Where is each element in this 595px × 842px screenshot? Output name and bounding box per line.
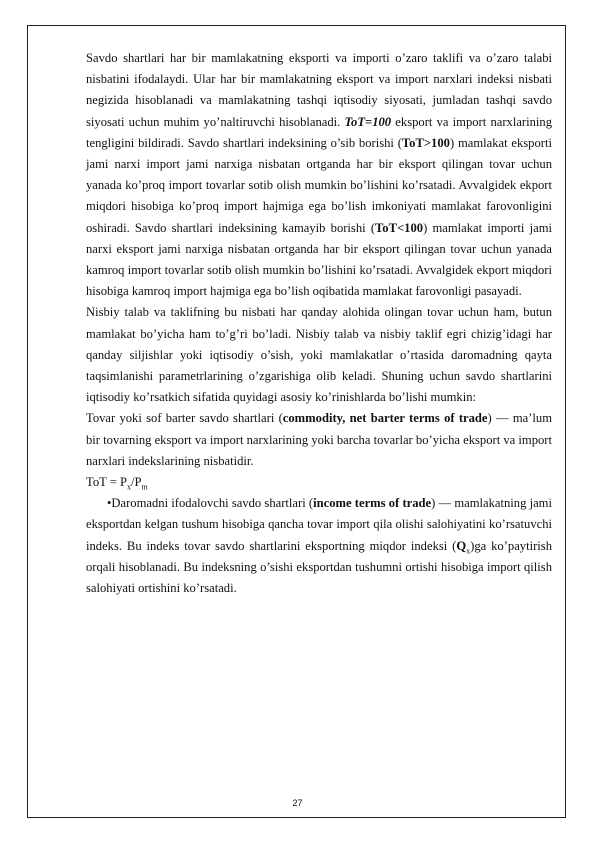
symbol-q-sub: x (466, 546, 471, 556)
text: ) — mamlakatning jami eksportdan kelgan tushum hisobiga qancha tovar import qila olishi salohiyatini ko’rsatuvchi indeks. Bu indeks tovar savdo shartlarini eksportning miqdor indeksi ( (86, 496, 552, 553)
formula-tot-equal: ToT=100 (344, 114, 392, 129)
symbol-q: Q (456, 538, 467, 553)
bullet-icon: • (107, 496, 112, 511)
formula-mid: /P (130, 475, 142, 490)
text: ) mamlakat eksporti jami narxi import jami narxiga nisbatan ortganda har bir eksport qilingan tovar uchun yanada ko’proq import tovarlar sotib olish mumkin bo’lishini ko’rsatadi. Avvalgidek ekport miqdori hisobiga ko’proq import hajmiga ega bo’lish imkoniyati mamlakat farovonligini oshiradi. Savdo shartlari indeksining kamayib borishi ( (86, 135, 552, 235)
text: ) mamlakat importi jami narxi eksport jami narxiga nisbatan ortganda har bir eksport qilingan tovar uchun yanada kamroq import tovarlar sotib olish mumkin bo’lishini ko’rsatadi. Avvalgidek ekport miqdori hisobiga kamroq import hajmiga ega bo’lish oqibatida mamlakat farovonligi pasayadi. (86, 220, 553, 299)
text: eksport va import narxlarining tengligini bildiradi. Savdo shartlari indeksining o’sib borishi ( (86, 114, 553, 150)
text: Daromadni ifodalovchi savdo shartlari ( (111, 496, 314, 511)
text: Tovar yoki sof barter savdo shartlari ( (86, 411, 283, 426)
page-number: 27 (292, 798, 303, 808)
formula-sub-m: m (141, 482, 148, 492)
text: ) — ma’lum bir tovarning eksport va import narxlarining yoki barcha tovarlar bo’yicha eksport va import narxlari indekslarining nisbatidir. (86, 411, 553, 468)
formula-lhs: ToT = P (86, 475, 127, 490)
paragraph-3 (86, 408, 552, 472)
text: Savdo shartlari har bir mamlakatning eksporti va importi o’zaro taklifi va o’zaro talabi nisbatini ifodalaydi. Ular har bir mamlakatning eksport va import narxlari indeksi nisbati negizida hisoblanadi va mamlakatning tashqi iqtisodiy siyosati, jumladan tashqi savdo siyosati uchun muhim yo’naltiruvchi hisoblanadi. (86, 51, 552, 129)
paragraph-1 (86, 48, 552, 302)
text: )ga ko’paytirish orqali hisoblanadi. Bu indeksning o’sishi eksportdan tushumni ortishi hisobiga import qilish salohiyati ortishini ko’rsatadi. (86, 538, 552, 596)
term-commodity: commodity, net barter terms of trade (282, 411, 488, 426)
paragraph-2: Nisbiy talab va taklifning bu nisbati har qanday alohida olingan tovar uchun ham, butun mamlakat bo’yicha ham to’g’ri bo’ladi. Nisbiy talab va nisbiy taklif egri chizig’idagi har qanday siljishlar yoki iqtisodiy o’sish, yoki mamlakatlar o’rtasida daromadning qayta taqsimlanishi parametrlarining o’zgarishiga olib keladi. Shuning uchun savdo shartlarini iqtisodiy ko’rsatkich sifatida quyidagi asosiy ko’rinishlarda bo’lishi mumkin: (86, 305, 552, 405)
formula-sub-x: x (126, 482, 131, 492)
formula-tot-less: ToT<100 (375, 220, 424, 235)
term-income: income terms of trade (313, 496, 432, 511)
paragraph-4 (86, 493, 552, 599)
formula-line (86, 472, 552, 493)
formula-tot-greater: ToT>100 (401, 135, 450, 150)
document-body (86, 48, 552, 599)
